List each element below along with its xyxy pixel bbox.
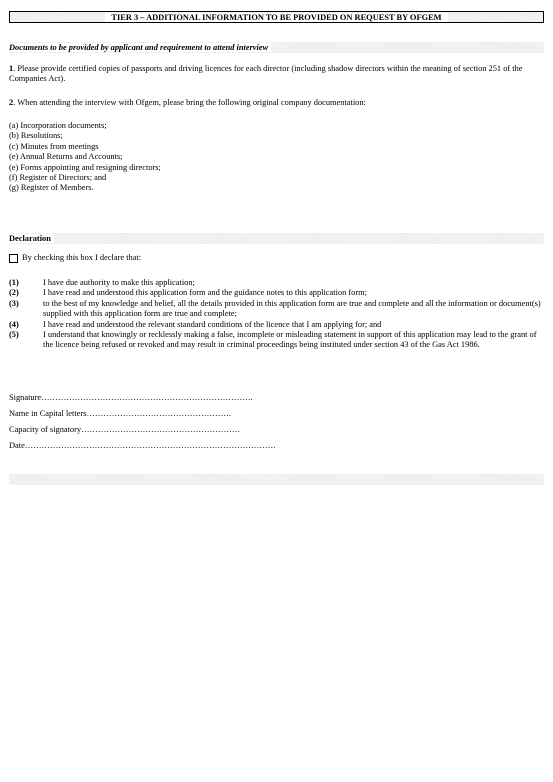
declaration-item: (1) I have due authority to make this application; [9, 278, 195, 287]
name-capital-field[interactable]: Name in Capital letters……………………………………………. [9, 409, 231, 418]
signature-field[interactable]: Signature…………………………………………………………………. [9, 393, 253, 402]
declaration-item: (3) to the best of my knowledge and belief, all the details provided in this application form are true and complete and all the information or document(s) supplied with this application form are true and complete; [9, 298, 541, 319]
documents-item-2 [9, 98, 544, 108]
page-title-text: TIER 3 – ADDITIONAL INFORMATION TO BE PROVIDED ON REQUEST BY OFGEM [105, 13, 447, 22]
declaration-checkbox-label: By checking this box I declare that: [22, 253, 142, 262]
declaration-checkbox-row [9, 253, 141, 263]
documents-list [9, 121, 544, 194]
date-field[interactable]: Date……………………………………………………………………………… [9, 441, 277, 450]
list-item: (f) Register of Directors; and [9, 172, 107, 182]
declaration-item: (2) I have read and understood this application form and the guidance notes to this application form; [9, 288, 367, 298]
section-divider [9, 474, 544, 485]
list-item: (g) Register of Members. [9, 183, 94, 193]
list-item: (b) Resolutions; [9, 131, 63, 141]
capacity-field[interactable]: Capacity of signatory………………………………………………… [9, 425, 241, 434]
declaration-checkbox[interactable] [9, 254, 18, 263]
item-2-text: . When attending the interview with Ofgem, please bring the following original company documentation: [13, 98, 366, 107]
documents-section-heading: Documents to be provided by applicant and requirement to attend interview [9, 42, 544, 53]
declaration-list [9, 278, 544, 351]
list-item: (e) Annual Returns and Accounts; [9, 152, 123, 162]
declaration-item: (4) I have read and understood the relevant standard conditions of the licence that I am applying for; and [9, 319, 382, 329]
declaration-heading: Declaration [9, 233, 544, 244]
list-item: (a) Incorporation documents; [9, 121, 107, 130]
list-item: (e) Forms appointing and resigning directors; [9, 162, 161, 172]
item-1-text: . Please provide certified copies of passports and driving licences for each director (including shadow directors within the meaning of section 251 of the Companies Act). [9, 64, 523, 84]
documents-item-1 [9, 64, 544, 85]
page-title [9, 11, 544, 23]
item-2-number: 2 [9, 98, 14, 107]
item-1-number: 1 [9, 64, 14, 73]
declaration-item: (5) I understand that knowingly or recklessly making a false, incomplete or misleading statement in support of this application may lead to the grant of the licence being refused or revoked and may result in criminal proceedings being instituted under section 43 of the Gas Act 1986. [9, 330, 537, 350]
list-item: (c) Minutes from meetings [9, 141, 99, 151]
